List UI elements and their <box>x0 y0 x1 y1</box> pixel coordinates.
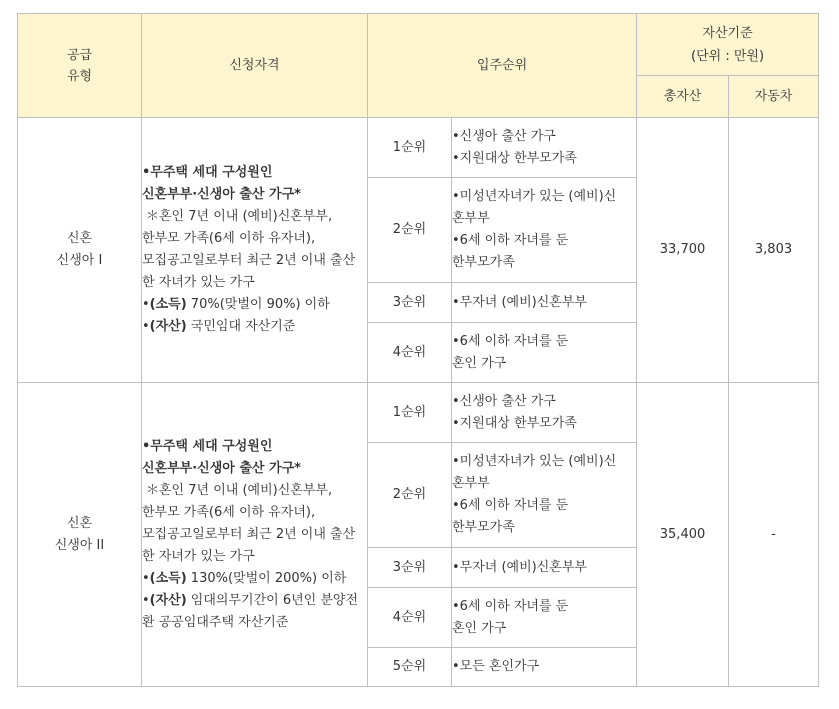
rank-detail-cell: •신생아 출산 가구 •지원대상 한부모가족 <box>452 118 637 178</box>
total-assets-value: 35,400 <box>637 383 729 687</box>
rank-cell: 5순위 <box>368 648 452 687</box>
vehicle-value: 3,803 <box>729 118 819 383</box>
rank-detail-cell: •무자녀 (예비)신혼부부 <box>452 283 637 323</box>
vehicle-header: 자동차 <box>729 76 819 118</box>
rank-detail-cell: •6세 이하 자녀를 둔 혼인 가구 <box>452 588 637 648</box>
rank-detail-cell: •미성년자녀가 있는 (예비)신 혼부부 •6세 이하 자녀를 둔 한부모가족 <box>452 178 637 283</box>
rank-cell: 1순위 <box>368 118 452 178</box>
header-row <box>18 14 819 76</box>
asset-standard-header: 자산기준 (단위 : 만원) <box>637 14 819 76</box>
rank-cell: 1순위 <box>368 383 452 443</box>
qualification-cell: •무주택 세대 구성원인 신혼부부·신생아 출산 가구* ＊혼인 7년 이내 (예비)신혼부부, 한부모 가족(6세 이하 유자녀), 모집공고일로부터 최근 2년 이내 출산 한 자녀가 있는 가구 •(소득) 130%(맞벌이 200%) 이하 •(자산) 임대의무기간이 6년인 분양전 환 공공임대주택 자산기준 <box>142 383 368 687</box>
rank-cell: 4순위 <box>368 588 452 648</box>
table-row <box>18 383 819 443</box>
qualification-header: 신청자격 <box>142 14 368 118</box>
rank-cell: 2순위 <box>368 443 452 548</box>
rank-detail-cell: •무자녀 (예비)신혼부부 <box>452 548 637 588</box>
total-assets-value: 33,700 <box>637 118 729 383</box>
rank-detail-cell: •6세 이하 자녀를 둔 혼인 가구 <box>452 323 637 383</box>
supply-type-cell: 신혼 신생아 II <box>18 383 142 687</box>
priority-header: 입주순위 <box>368 14 637 118</box>
rank-detail-cell: •모든 혼인가구 <box>452 648 637 687</box>
qualification-cell: •무주택 세대 구성원인 신혼부부·신생아 출산 가구* ＊혼인 7년 이내 (예비)신혼부부, 한부모 가족(6세 이하 유자녀), 모집공고일로부터 최근 2년 이내 출산 한 자녀가 있는 가구 •(소득) 70%(맞벌이 90%) 이하 •(자산) 국민임대 자산기준 <box>142 118 368 383</box>
total-assets-header: 총자산 <box>637 76 729 118</box>
rank-detail-cell: •미성년자녀가 있는 (예비)신 혼부부 •6세 이하 자녀를 둔 한부모가족 <box>452 443 637 548</box>
eligibility-table <box>17 13 819 687</box>
supply-type-header: 공급 유형 <box>18 14 142 118</box>
rank-cell: 2순위 <box>368 178 452 283</box>
rank-detail-cell: •신생아 출산 가구 •지원대상 한부모가족 <box>452 383 637 443</box>
rank-cell: 3순위 <box>368 548 452 588</box>
vehicle-value: - <box>729 383 819 687</box>
rank-cell: 4순위 <box>368 323 452 383</box>
rank-cell: 3순위 <box>368 283 452 323</box>
supply-type-cell: 신혼 신생아 I <box>18 118 142 383</box>
table-row <box>18 118 819 178</box>
